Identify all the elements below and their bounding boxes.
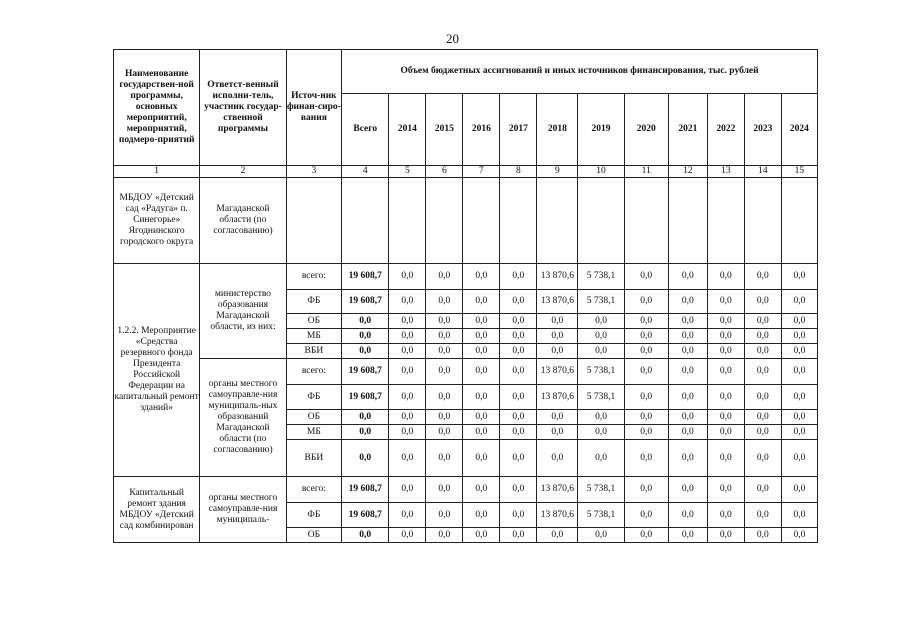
value-cell: 5 738,1 bbox=[578, 264, 624, 290]
funding-source: МБ bbox=[286, 329, 341, 344]
value-cell: 0,0 bbox=[624, 359, 668, 385]
value-cell: 5 738,1 bbox=[578, 503, 624, 528]
header-year: 2020 bbox=[624, 94, 668, 166]
value-cell: 0,0 bbox=[389, 528, 426, 543]
value-cell: 0,0 bbox=[463, 290, 500, 314]
value-cell: 0,0 bbox=[668, 425, 707, 440]
value-cell: 0,0 bbox=[668, 359, 707, 385]
column-number: 12 bbox=[668, 166, 707, 178]
value-cell: 0,0 bbox=[744, 425, 781, 440]
value-cell: 0,0 bbox=[781, 528, 817, 543]
value-cell: 0,0 bbox=[500, 329, 537, 344]
value-cell: 0,0 bbox=[744, 329, 781, 344]
executor-name: органы местного самоуправле-ния муниципаль-ных образований Магаданской области (по согласованию) bbox=[200, 359, 286, 477]
value-cell: 13 870,6 bbox=[537, 477, 578, 503]
value-cell: 0,0 bbox=[389, 314, 426, 329]
header-year: 2016 bbox=[463, 94, 500, 166]
value-cell: 0,0 bbox=[389, 264, 426, 290]
total-cell: 0,0 bbox=[342, 410, 389, 425]
value-cell: 0,0 bbox=[389, 477, 426, 503]
header-year: 2024 bbox=[781, 94, 817, 166]
funding-source: ФБ bbox=[286, 290, 341, 314]
header-funding-source: Источ-ник финан-сиро-вания bbox=[286, 50, 341, 166]
measure-name: 1.2.2. Мероприятие «Средства резервного фонда Президента Российской Федерации на капитальный ремонт зданий» bbox=[114, 264, 200, 477]
value-cell: 0,0 bbox=[744, 528, 781, 543]
value-cell: 0,0 bbox=[781, 385, 817, 410]
total-cell: 0,0 bbox=[342, 528, 389, 543]
value-cell: 0,0 bbox=[426, 385, 463, 410]
value-cell: 0,0 bbox=[463, 329, 500, 344]
value-cell: 0,0 bbox=[537, 329, 578, 344]
total-cell: 0,0 bbox=[342, 440, 389, 477]
value-cell: 13 870,6 bbox=[537, 385, 578, 410]
value-cell: 0,0 bbox=[781, 344, 817, 359]
value-cell: 0,0 bbox=[624, 528, 668, 543]
column-number: 7 bbox=[463, 166, 500, 178]
value-cell: 0,0 bbox=[463, 440, 500, 477]
value-cell: 0,0 bbox=[578, 425, 624, 440]
funding-source: ВБИ bbox=[286, 440, 341, 477]
page-number: 20 bbox=[446, 31, 459, 46]
value-cell: 0,0 bbox=[668, 477, 707, 503]
object-name: МБДОУ «Детский сад «Радуга» п. Синегорье» Ягоднинского городского округа bbox=[114, 178, 200, 264]
value-cell: 0,0 bbox=[463, 477, 500, 503]
funding-source: всего: bbox=[286, 477, 341, 503]
value-cell: 0,0 bbox=[624, 329, 668, 344]
value-cell: 0,0 bbox=[500, 528, 537, 543]
value-cell: 0,0 bbox=[707, 290, 744, 314]
value-cell: 0,0 bbox=[707, 385, 744, 410]
header-year: 2018 bbox=[537, 94, 578, 166]
funding-source: МБ bbox=[286, 425, 341, 440]
value-cell: 0,0 bbox=[668, 385, 707, 410]
header-budget-volume: Объем бюджетных ассигнований и иных источников финансирования, тыс. рублей bbox=[342, 50, 818, 94]
header-year: 2014 bbox=[389, 94, 426, 166]
value-cell: 0,0 bbox=[426, 503, 463, 528]
value-cell: 5 738,1 bbox=[578, 359, 624, 385]
value-cell: 0,0 bbox=[744, 344, 781, 359]
value-cell: 0,0 bbox=[624, 314, 668, 329]
value-cell: 0,0 bbox=[500, 410, 537, 425]
value-cell: 0,0 bbox=[707, 503, 744, 528]
value-cell: 0,0 bbox=[707, 425, 744, 440]
executor-name: органы местного самоуправле-ния муниципаль- bbox=[200, 477, 286, 543]
column-number: 14 bbox=[744, 166, 781, 178]
value-cell: 0,0 bbox=[537, 314, 578, 329]
value-cell: 0,0 bbox=[389, 290, 426, 314]
value-cell: 0,0 bbox=[463, 528, 500, 543]
funding-source: ВБИ bbox=[286, 344, 341, 359]
value-cell: 0,0 bbox=[578, 314, 624, 329]
value-cell: 0,0 bbox=[463, 385, 500, 410]
header-year: 2023 bbox=[744, 94, 781, 166]
value-cell: 0,0 bbox=[389, 503, 426, 528]
column-number: 4 bbox=[342, 166, 389, 178]
value-cell: 0,0 bbox=[537, 344, 578, 359]
budget-table bbox=[113, 49, 818, 543]
table-row bbox=[114, 477, 818, 503]
total-cell: 19 608,7 bbox=[342, 264, 389, 290]
funding-source: ОБ bbox=[286, 528, 341, 543]
executor-name: министерство образования Магаданской области, из них: bbox=[200, 264, 286, 359]
total-cell: 0,0 bbox=[342, 425, 389, 440]
value-cell: 0,0 bbox=[624, 410, 668, 425]
column-number: 15 bbox=[781, 166, 817, 178]
value-cell: 0,0 bbox=[744, 503, 781, 528]
value-cell: 0,0 bbox=[426, 314, 463, 329]
value-cell: 0,0 bbox=[668, 410, 707, 425]
total-cell: 0,0 bbox=[342, 329, 389, 344]
value-cell: 0,0 bbox=[668, 344, 707, 359]
column-number: 13 bbox=[707, 166, 744, 178]
value-cell: 0,0 bbox=[500, 314, 537, 329]
header-year: 2019 bbox=[578, 94, 624, 166]
value-cell: 0,0 bbox=[781, 314, 817, 329]
value-cell: 0,0 bbox=[426, 440, 463, 477]
value-cell: 0,0 bbox=[500, 344, 537, 359]
column-number: 10 bbox=[578, 166, 624, 178]
object-name: Капитальный ремонт здания МБДОУ «Детский сад комбинирован bbox=[114, 477, 200, 543]
total-cell: 19 608,7 bbox=[342, 290, 389, 314]
total-cell: 19 608,7 bbox=[342, 477, 389, 503]
value-cell: 0,0 bbox=[624, 503, 668, 528]
value-cell: 0,0 bbox=[500, 359, 537, 385]
value-cell: 0,0 bbox=[744, 290, 781, 314]
column-number: 3 bbox=[286, 166, 341, 178]
value-cell: 0,0 bbox=[537, 410, 578, 425]
executor-name: Магаданской области (по согласованию) bbox=[200, 178, 286, 264]
value-cell: 13 870,6 bbox=[537, 290, 578, 314]
column-number: 11 bbox=[624, 166, 668, 178]
value-cell: 0,0 bbox=[668, 528, 707, 543]
value-cell: 0,0 bbox=[463, 425, 500, 440]
value-cell: 0,0 bbox=[389, 385, 426, 410]
total-cell: 19 608,7 bbox=[342, 503, 389, 528]
value-cell: 0,0 bbox=[781, 359, 817, 385]
table-row bbox=[114, 264, 818, 290]
funding-source: ОБ bbox=[286, 314, 341, 329]
value-cell: 0,0 bbox=[578, 440, 624, 477]
header-year: 2015 bbox=[426, 94, 463, 166]
column-number: 5 bbox=[389, 166, 426, 178]
value-cell: 0,0 bbox=[707, 410, 744, 425]
value-cell: 5 738,1 bbox=[578, 385, 624, 410]
value-cell: 0,0 bbox=[744, 440, 781, 477]
funding-source: ФБ bbox=[286, 503, 341, 528]
total-cell: 19 608,7 bbox=[342, 385, 389, 410]
value-cell: 0,0 bbox=[578, 528, 624, 543]
value-cell: 0,0 bbox=[707, 344, 744, 359]
value-cell: 0,0 bbox=[707, 528, 744, 543]
value-cell: 0,0 bbox=[744, 410, 781, 425]
value-cell: 0,0 bbox=[781, 329, 817, 344]
value-cell: 0,0 bbox=[426, 359, 463, 385]
value-cell: 0,0 bbox=[624, 440, 668, 477]
value-cell: 0,0 bbox=[707, 359, 744, 385]
column-number: 2 bbox=[200, 166, 286, 178]
value-cell: 0,0 bbox=[500, 477, 537, 503]
value-cell: 0,0 bbox=[624, 425, 668, 440]
value-cell: 0,0 bbox=[624, 290, 668, 314]
header-executor: Ответст-венный исполни-тель, участник государ-ственной программы bbox=[200, 50, 286, 166]
value-cell: 0,0 bbox=[537, 425, 578, 440]
header-year: 2017 bbox=[500, 94, 537, 166]
value-cell: 0,0 bbox=[426, 344, 463, 359]
value-cell: 0,0 bbox=[781, 477, 817, 503]
table-row bbox=[114, 359, 818, 385]
value-cell: 0,0 bbox=[426, 264, 463, 290]
value-cell: 0,0 bbox=[537, 440, 578, 477]
value-cell: 0,0 bbox=[389, 410, 426, 425]
value-cell: 13 870,6 bbox=[537, 264, 578, 290]
value-cell: 0,0 bbox=[781, 410, 817, 425]
value-cell: 0,0 bbox=[744, 314, 781, 329]
value-cell: 0,0 bbox=[781, 290, 817, 314]
value-cell: 0,0 bbox=[781, 503, 817, 528]
value-cell: 0,0 bbox=[463, 410, 500, 425]
column-number: 6 bbox=[426, 166, 463, 178]
value-cell: 0,0 bbox=[537, 528, 578, 543]
value-cell: 0,0 bbox=[500, 290, 537, 314]
value-cell: 0,0 bbox=[463, 264, 500, 290]
value-cell: 0,0 bbox=[707, 329, 744, 344]
value-cell: 0,0 bbox=[578, 344, 624, 359]
value-cell: 0,0 bbox=[744, 477, 781, 503]
value-cell: 0,0 bbox=[426, 410, 463, 425]
value-cell: 0,0 bbox=[744, 264, 781, 290]
value-cell: 0,0 bbox=[624, 344, 668, 359]
value-cell: 0,0 bbox=[389, 344, 426, 359]
value-cell: 0,0 bbox=[624, 264, 668, 290]
value-cell: 0,0 bbox=[426, 477, 463, 503]
funding-source: всего: bbox=[286, 264, 341, 290]
value-cell: 0,0 bbox=[578, 410, 624, 425]
value-cell: 0,0 bbox=[426, 329, 463, 344]
value-cell: 0,0 bbox=[500, 503, 537, 528]
value-cell: 13 870,6 bbox=[537, 503, 578, 528]
value-cell: 0,0 bbox=[426, 290, 463, 314]
funding-source: всего: bbox=[286, 359, 341, 385]
value-cell: 0,0 bbox=[707, 440, 744, 477]
value-cell: 0,0 bbox=[389, 359, 426, 385]
value-cell: 0,0 bbox=[668, 314, 707, 329]
header-year: 2021 bbox=[668, 94, 707, 166]
value-cell: 0,0 bbox=[707, 264, 744, 290]
value-cell: 0,0 bbox=[500, 385, 537, 410]
value-cell: 0,0 bbox=[668, 290, 707, 314]
column-number: 1 bbox=[114, 166, 200, 178]
value-cell: 0,0 bbox=[426, 425, 463, 440]
header-year: 2022 bbox=[707, 94, 744, 166]
value-cell: 0,0 bbox=[463, 359, 500, 385]
value-cell: 0,0 bbox=[426, 528, 463, 543]
value-cell: 5 738,1 bbox=[578, 477, 624, 503]
column-number-row bbox=[114, 166, 818, 178]
total-cell: 19 608,7 bbox=[342, 359, 389, 385]
total-cell: 0,0 bbox=[342, 314, 389, 329]
value-cell: 0,0 bbox=[781, 425, 817, 440]
value-cell: 0,0 bbox=[500, 425, 537, 440]
value-cell: 0,0 bbox=[500, 264, 537, 290]
table-row bbox=[114, 178, 818, 264]
column-number: 8 bbox=[500, 166, 537, 178]
header-total: Всего bbox=[342, 94, 389, 166]
value-cell: 0,0 bbox=[744, 359, 781, 385]
value-cell: 0,0 bbox=[389, 440, 426, 477]
value-cell: 0,0 bbox=[781, 440, 817, 477]
funding-source: ОБ bbox=[286, 410, 341, 425]
value-cell: 0,0 bbox=[463, 344, 500, 359]
value-cell: 0,0 bbox=[668, 264, 707, 290]
value-cell: 0,0 bbox=[744, 385, 781, 410]
funding-source: ФБ bbox=[286, 385, 341, 410]
value-cell: 0,0 bbox=[668, 329, 707, 344]
value-cell: 0,0 bbox=[624, 477, 668, 503]
value-cell: 13 870,6 bbox=[537, 359, 578, 385]
header-program-name: Наименование государствен-ной программы, основных мероприятий, мероприятий, подмеро-приятий bbox=[114, 50, 200, 166]
value-cell: 0,0 bbox=[624, 385, 668, 410]
value-cell: 0,0 bbox=[389, 329, 426, 344]
value-cell: 0,0 bbox=[707, 477, 744, 503]
total-cell: 0,0 bbox=[342, 344, 389, 359]
value-cell: 0,0 bbox=[463, 503, 500, 528]
value-cell: 0,0 bbox=[463, 314, 500, 329]
value-cell: 0,0 bbox=[389, 425, 426, 440]
value-cell: 0,0 bbox=[707, 314, 744, 329]
value-cell: 0,0 bbox=[500, 440, 537, 477]
value-cell: 0,0 bbox=[578, 329, 624, 344]
value-cell: 5 738,1 bbox=[578, 290, 624, 314]
value-cell: 0,0 bbox=[668, 503, 707, 528]
value-cell: 0,0 bbox=[781, 264, 817, 290]
value-cell: 0,0 bbox=[668, 440, 707, 477]
column-number: 9 bbox=[537, 166, 578, 178]
